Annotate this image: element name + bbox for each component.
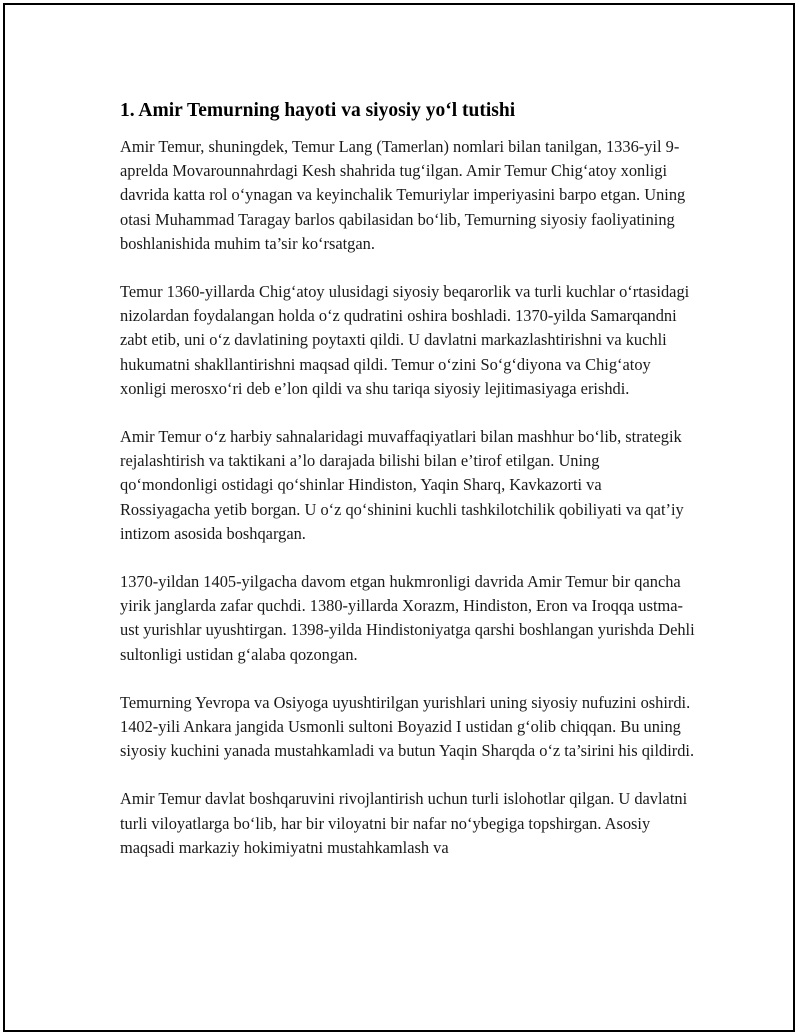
page-frame (3, 3, 795, 1032)
section-heading: 1. Amir Temurning hayoti va siyosiy yo‘l tutishi (120, 100, 516, 121)
paragraph-6: Amir Temur davlat boshqaruvini rivojlantirish uchun turli islohotlar qilgan. U davlatni turli viloyatlarga bo‘lib, har bir viloyatni bir nafar no‘ybegiga topshirgan. Asosiy maqsadi markaziy hokimiyatni mustahkamlash va (120, 789, 688, 857)
paragraph-1: Amir Temur, shuningdek, Temur Lang (Tamerlan) nomlari bilan tanilgan, 1336-yil 9-aprelda Movarounnahrdagi Kesh shahrida tug‘ilgan. Amir Temur Chig‘atoy xonligi davrida katta rol o‘ynagan va keyinchalik Temuriylar imperiyasini barpo etgan. Uning otasi Muhammad Taragay barlos qabilasidan bo‘lib, Temurning siyosiy faoliyatining boshlanishida muhim ta’sir ko‘rsatgan. (120, 137, 686, 253)
paragraph-3: Amir Temur o‘z harbiy sahnalaridagi muvaffaqiyatlari bilan mashhur bo‘lib, strategik rejalashtirish va taktikani a’lo darajada bilishi bilan e’tirof etilgan. Uning qo‘mondonligi ostidagi qo‘shinlar Hindiston, Yaqin Sharq, Kavkazorti va Rossiyagacha yetib borgan. U o‘z qo‘shinini kuchli tashkilotchilik qobiliyati va qat’iy intizom asosida boshqargan. (120, 427, 684, 543)
paragraph-5: Temurning Yevropa va Osiyoga uyushtirilgan yurishlari uning siyosiy nufuzini oshirdi. 1402-yili Ankara jangida Usmonli sultoni Boyazid I ustidan g‘olib chiqqan. Bu uning siyosiy kuchini yanada mustahkamladi va butun Yaqin Sharqda o‘z ta’sirini his qildirdi. (120, 692, 695, 761)
document-body (120, 97, 695, 884)
paragraph-4: 1370-yildan 1405-yilgacha davom etgan hukmronligi davrida Amir Temur bir qancha yirik janglarda zafar quchdi. 1380-yillarda Xorazm, Hindiston, Eron va Iroqqa ustma-ust yurishlar uyushtirgan. 1398-yilda Hindistoniyatga qarshi boshlangan yurishda Dehli sultonligi ustidan g‘alaba qozongan. (120, 572, 695, 664)
paragraph-2: Temur 1360-yillarda Chig‘atoy ulusidagi siyosiy beqarorlik va turli kuchlar o‘rtasidagi nizolardan foydalangan holda o‘z qudratini oshira boshladi. 1370-yilda Samarqandni zabt etib, uni o‘z davlatining poytaxti qildi. U davlatni markazlashtirishni va kuchli hukumatni shakllantirishni maqsad qildi. Temur o‘zini So‘g‘diyona va Chig‘atoy xonligi merosxo‘ri deb e’lon qildi va shu tariqa siyosiy lejitimasiyaga erishdi. (120, 282, 690, 398)
